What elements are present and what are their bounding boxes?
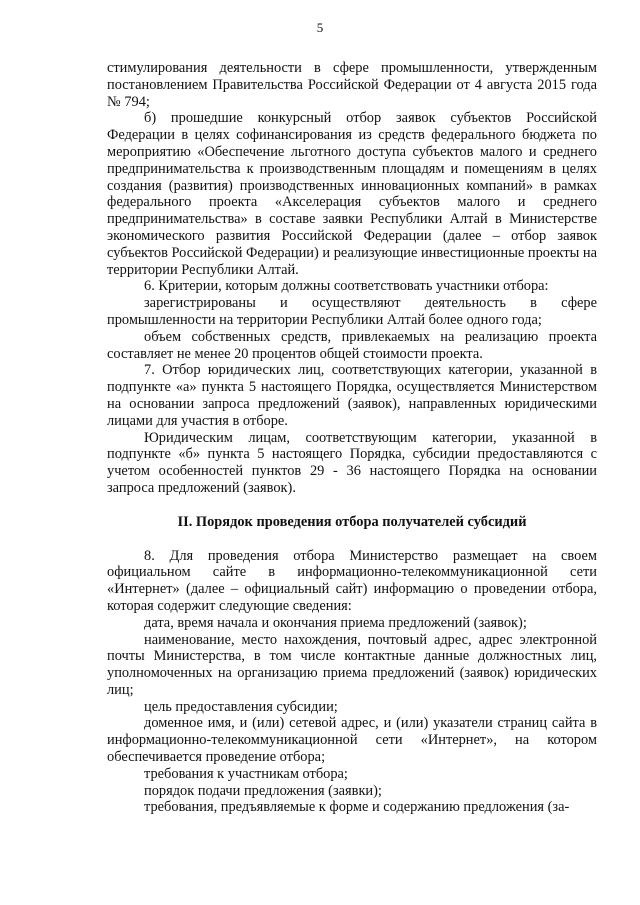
section-heading: II. Порядок проведения отбора получателей субсидий [177,513,527,530]
paragraph: наименование, место нахождения, почтовый адрес, адрес электронной почты Министерства, в том числе контактные данные должностных лиц, уполномоченных на организацию приема предложений (заявок) юридических лиц; [107,631,597,698]
paragraph: б) прошедшие конкурсный отбор заявок субъектов Российской Федерации в целях софинансирования из средств федерального бюджета по мероприятию «Обеспечение льготного доступа субъектов малого и среднего предпринимательства к производственным площадям и помещениям в целях создания (развития) производственных инновационных компаний» в рамках федерального проекта «Акселерация субъектов малого и среднего предпринимательства» в составе заявки Республики Алтай в Министерстве экономического развития Российской Федерации (далее – отбор заявок субъектов Российской Федерации) и реализующие инвестиционные проекты на территории Республики Алтай. [107,110,597,278]
paragraph: объем собственных средств, привлекаемых на реализацию проекта составляет не менее 20 процентов общей стоимости проекта. [107,328,597,362]
paragraph: цель предоставления субсидии; [144,698,338,715]
paragraph: 6. Критерии, которым должны соответствовать участники отбора: [144,278,549,295]
document-body [107,60,597,816]
paragraph: стимулирования деятельности в сфере промышленности, утвержденным постановлением Правительства Российской Федерации от 4 августа 2015 года № 794; [107,60,597,110]
page-number: 5 [316,20,324,35]
paragraph: требования, предъявляемые к форме и содержанию предложения (за- [144,799,570,816]
paragraph: дата, время начала и окончания приема предложений (заявок); [144,614,527,631]
paragraph: Юридическим лицам, соответствующим категории, указанной в подпункте «б» пункта 5 настоящего Порядка, субсидии предоставляются с учетом особенностей пунктов 29 - 36 настоящего Порядка на основании запроса предложений (заявок). [107,429,597,496]
paragraph: 8. Для проведения отбора Министерство размещает на своем официальном сайте в информационно-телекоммуникационной сети «Интернет» (далее – официальный сайт) информацию о проведении отбора, которая содержит следующие сведения: [107,547,597,614]
paragraph: доменное имя, и (или) сетевой адрес, и (или) указатели страниц сайта в информационно-телекоммуникационной сети «Интернет», на котором обеспечивается проведение отбора; [107,715,597,766]
paragraph: требования к участникам отбора; [144,765,348,782]
paragraph: зарегистрированы и осуществляют деятельность в сфере промышленности на территории Республики Алтай более одного года; [107,295,597,328]
paragraph: 7. Отбор юридических лиц, соответствующих категории, указанной в подпункте «а» пункта 5 настоящего Порядка, осуществляется Министерством на основании запроса предложений (заявок), направленных юридическими лицами для участия в отборе. [107,362,597,429]
paragraph: порядок подачи предложения (заявки); [144,782,382,799]
